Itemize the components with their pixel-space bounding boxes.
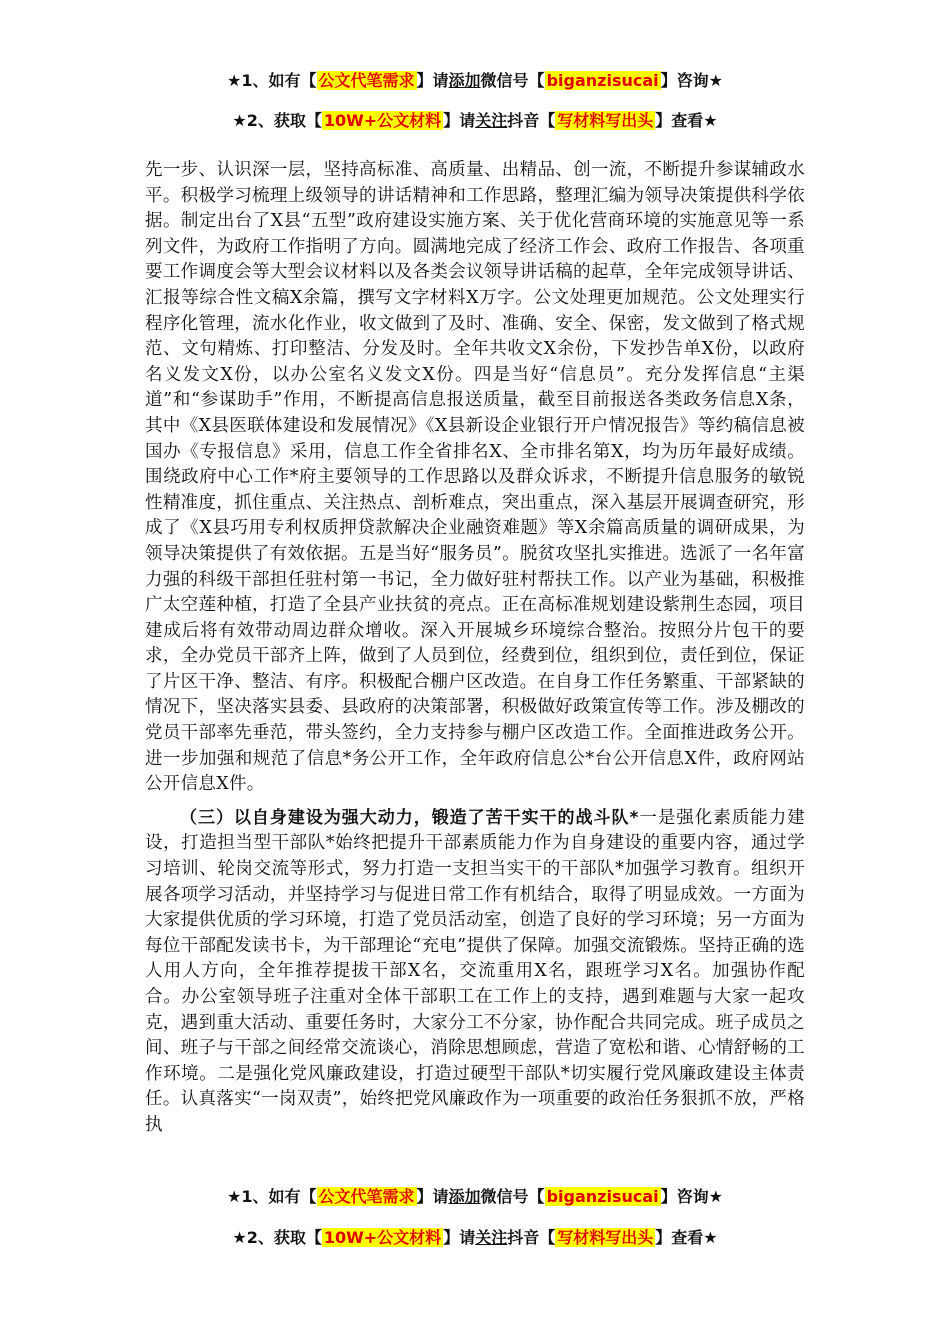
banner-highlight: 10W+公文材料 [323,1228,442,1247]
banner-text: 】查看★ [655,1228,718,1247]
banner-text: 抖音【 [507,111,556,130]
bottom-banner-line-1 [0,1187,950,1207]
banner-wechat-id: biganzisucai [546,1187,659,1206]
banner-text: 】请 [443,1228,476,1247]
banner-text: 微信号【 [480,1187,545,1206]
banner-douyin-account: 写材料写出头 [557,111,654,130]
banner-text: 微信号【 [480,71,545,90]
banner-text: 】咨询★ [660,1187,723,1206]
paragraph-1: 先一步、认识深一层，坚持高标准、高质量、出精品、创一流，不断提升参谋辅政水平。积极学习梳理上级领导的讲话精神和工作思路，整理汇编为领导决策提供科学依据。制定出台了X县“五型”政府建设实施方案、关于优化营商环境的实施意见等一系列文件，为政府工作指明了方向。圆满地完成了经济工作会、政府工作报告、各项重要工作调度会等大型会议材料以及各类会议领导讲话稿的起草，全年完成领导讲话、汇报等综合性文稿X余篇，撰写文字材料X万字。公文处理更加规范。公文处理实行程序化管理，流水化作业，收文做到了及时、准确、安全、保密，发文做到了格式规范、文句精炼、打印整洁、分发及时。全年共收文X余份，下发抄告单X份，以政府名义发文X份，以办公室名义发文X份。四是当好“信息员”。充分发挥信息“主渠道”和“参谋助手”作用，不断提高信息报送质量，截至目前报送各类政务信息X条，其中《X县医联体建设和发展情况》《X县新设企业银行开户情况报告》等约稿信息被国办《专报信息》采用，信息工作全省排名X、全市排名第X，均为历年最好成绩。围绕政府中心工作*府主要领导的工作思路以及群众诉求，不断提升信息服务的敏锐性精准度，抓住重点、关注热点、剖析难点，突出重点，深入基层开展调查研究，形成了《X县巧用专利权质押贷款解决企业融资难题》等X余篇高质量的调研成果，为领导决策提供了有效依据。五是当好“服务员”。脱贫攻坚扎实推进。选派了一名年富力强的科级干部担任驻村第一书记，全力做好驻村帮扶工作。以产业为基础，积极推广太空莲种植，打造了全县产业扶贫的亮点。正在高标准规划建设紫荆生态园，项目建成后将有效带动周边群众增收。深入开展城乡环境综合整治。按照分片包干的要求，全办党员干部齐上阵，做到了人员到位，经费到位，组织到位，责任到位，保证了片区干净、整洁、有序。积极配合棚户区改造。在自身工作任务繁重、干部紧缺的情况下，坚决落实县委、县政府的决策部署，积极做好政策宣传等工作。涉及棚改的党员干部率先垂范，带头签约，全力支持参与棚户区改造工作。全面推进政务公开。进一步加强和规范了信息*务公开工作，全年政府信息公*台公开信息X件，政府网站公开信息X件。 [145,160,805,795]
banner-text: ★2、获取【 [232,1228,322,1247]
banner-text: 抖音【 [507,1228,556,1247]
banner-highlight: 公文代笔需求 [318,1187,415,1206]
banner-text: 】请 [416,71,449,90]
banner-highlight: 公文代笔需求 [318,71,415,90]
section-heading: （三）以自身建设为强大动力，锻造了苦干实干的战斗队* [180,807,639,828]
banner-wechat-id: biganzisucai [546,71,659,90]
top-banner-line-1 [0,71,950,91]
banner-underlined-text: 关注 [475,111,508,130]
banner-underlined-text: 添加 [448,1187,481,1206]
banner-douyin-account: 写材料写出头 [557,1228,654,1247]
banner-text: 】咨询★ [660,71,723,90]
banner-underlined-text: 关注 [475,1228,508,1247]
banner-text: ★2、获取【 [232,111,322,130]
banner-text: ★1、如有【 [227,71,317,90]
top-banner-line-2 [0,111,950,131]
banner-highlight: 10W+公文材料 [323,111,442,130]
bottom-banner-line-2 [0,1228,950,1248]
banner-underlined-text: 添加 [448,71,481,90]
banner-text: ★1、如有【 [227,1187,317,1206]
paragraph-2-text: 一是强化素质能力建设，打造担当型干部队*始终把提升干部素质能力作为自身建设的重要内容，通过学习培训、轮岗交流等形式，努力打造一支担当实干的干部队*加强学习教育。组织开展各项学习活动，并坚持学习与促进日常工作有机结合，取得了明显成效。一方面为大家提供优质的学习环境，打造了党员活动室，创造了良好的学习环境；另一方面为每位干部配发读书卡，为干部理论“充电”提供了保障。加强交流锻炼。坚持正确的选人用人方向，全年推荐提拔干部X名，交流重用X名，跟班学习X名。加强协作配合。办公室领导班子注重对全体干部职工在工作上的支持，遇到难题与大家一起攻克，遇到重大活动、重要任务时，大家分工不分家，协作配合共同完成。班子成员之间、班子与干部之间经常交流谈心，消除思想顾虑，营造了宽松和谐、心情舒畅的工作环境。二是强化党风廉政建设，打造过硬型干部队*切实履行党风廉政建设主体责任。认真落实“一岗双责”，始终把党风廉政作为一项重要的政治任务狠抓不放，严格执 [145,807,805,1135]
banner-text: 】请 [416,1187,449,1206]
body-text [145,158,805,1139]
banner-text: 】查看★ [655,111,718,130]
banner-text: 】请 [443,111,476,130]
paragraph-2 [145,806,805,1139]
